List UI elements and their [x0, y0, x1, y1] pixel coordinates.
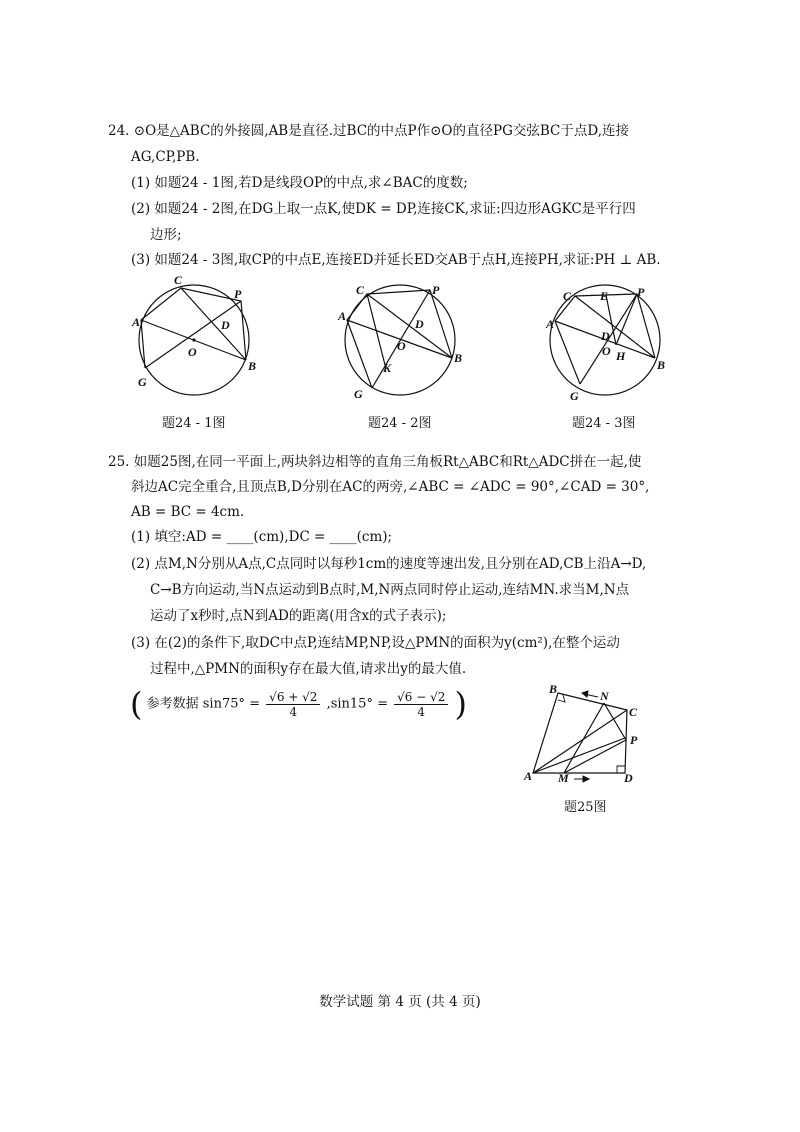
ref-denominator-2: 4	[417, 704, 426, 719]
label-K: K	[383, 361, 392, 375]
q25-part3-line2: 过程中,△PMN的面积y存在最大值,请求出y的最大值.	[150, 661, 467, 677]
label-P: P	[630, 733, 638, 747]
q24-stem-line1: 24. ⊙O是△ABC的外接圆,AB是直径.过BC的中点P作⊙O的直径PG交弦BC于点D,连接	[108, 123, 629, 139]
reference-data	[130, 685, 467, 723]
caption-25: 题25图	[564, 800, 607, 815]
right-paren: )	[454, 685, 467, 723]
label-G: G	[354, 387, 363, 401]
caption-24-1: 题24 - 1图	[162, 416, 226, 431]
q25-stem-line3: AB = BC = 4cm.	[131, 504, 245, 520]
ref-sin15-label: ,sin15° =	[326, 696, 388, 712]
label-E: E	[600, 289, 609, 303]
label-C: C	[563, 289, 572, 303]
left-paren: (	[130, 685, 143, 723]
ref-fraction-2	[394, 690, 448, 719]
figure-24-2	[336, 278, 476, 401]
label-O: O	[602, 344, 611, 358]
label-O: O	[397, 339, 406, 353]
label-D: D	[624, 771, 633, 785]
figure-24-3	[540, 278, 680, 403]
label-B: B	[454, 351, 463, 365]
label-N: N	[600, 689, 609, 703]
ref-numerator-1: √6 + √2	[266, 690, 320, 705]
label-G: G	[138, 375, 147, 389]
label-P: P	[234, 287, 242, 301]
label-D: D	[415, 317, 424, 331]
label-C: C	[629, 705, 638, 719]
label-D: D	[601, 329, 610, 343]
ref-numerator-2: √6 − √2	[394, 690, 448, 705]
label-G: G	[570, 389, 579, 403]
label-P: P	[637, 285, 645, 299]
label-H: H	[616, 349, 626, 363]
label-O: O	[188, 345, 197, 359]
q25-part2-line1: (2) 点M,N分别从A点,C点同时以每秒1cm的速度等速出发,且分别在AD,CB上沿A→D,	[131, 556, 647, 572]
ref-sin75-label: 参考数据 sin75° =	[146, 696, 261, 712]
figure-25	[520, 680, 650, 790]
q25-part1: (1) 填空:AD = ____(cm),DC = ____(cm);	[131, 529, 393, 545]
q24-stem-line2: AG,CP,PB.	[131, 149, 200, 165]
label-A: A	[338, 309, 347, 323]
q25-part3-line1: (3) 在(2)的条件下,取DC中点P,连结MP,NP,设△PMN的面积为y(cm²),在整个运动	[131, 635, 620, 651]
label-M: M	[558, 771, 569, 785]
label-C: C	[174, 273, 183, 287]
q25-stem-line2: 斜边AC完全重合,且顶点B,D分别在AC的两旁,∠ABC = ∠ADC = 90°,∠CAD = 30°,	[131, 479, 650, 495]
q24-part2-line2: 边形;	[150, 227, 182, 243]
caption-24-3: 题24 - 3图	[572, 416, 636, 431]
label-C: C	[356, 283, 365, 297]
label-P: P	[432, 283, 440, 297]
q24-part2-line1: (2) 如题24 - 2图,在DG上取一点K,使DK = DP,连接CK,求证:四边形AGKC是平行四	[131, 201, 636, 217]
q25-part2-line2: C→B方向运动,当N点运动到B点时,M,N两点同时停止运动,连结MN.求当M,N点	[150, 582, 630, 598]
label-A: A	[524, 769, 533, 783]
label-B: B	[657, 358, 666, 372]
label-A: A	[132, 315, 141, 329]
q24-part1: (1) 如题24 - 1图,若D是线段OP的中点,求∠BAC的度数;	[131, 175, 468, 191]
label-A: A	[546, 317, 555, 331]
ref-fraction-1	[266, 690, 320, 719]
label-B: B	[248, 359, 257, 373]
label-B: B	[549, 682, 558, 696]
q25-part2-line3: 运动了x秒时,点N到AD的距离(用含x的式子表示);	[150, 608, 447, 624]
q24-part3: (3) 如题24 - 3图,取CP的中点E,连接ED并延长ED交AB于点H,连接PH,求证:PH ⊥ AB.	[131, 252, 661, 268]
q25-stem-line1: 25. 如题25图,在同一平面上,两块斜边相等的直角三角板Rt△ABC和Rt△ADC拼在一起,使	[108, 454, 642, 470]
ref-denominator-1: 4	[289, 704, 298, 719]
figure-24-1	[130, 273, 270, 398]
page-footer: 数学试题 第 4 页 (共 4 页)	[319, 994, 481, 1010]
caption-24-2: 题24 - 2图	[368, 416, 432, 431]
label-D: D	[221, 318, 230, 332]
